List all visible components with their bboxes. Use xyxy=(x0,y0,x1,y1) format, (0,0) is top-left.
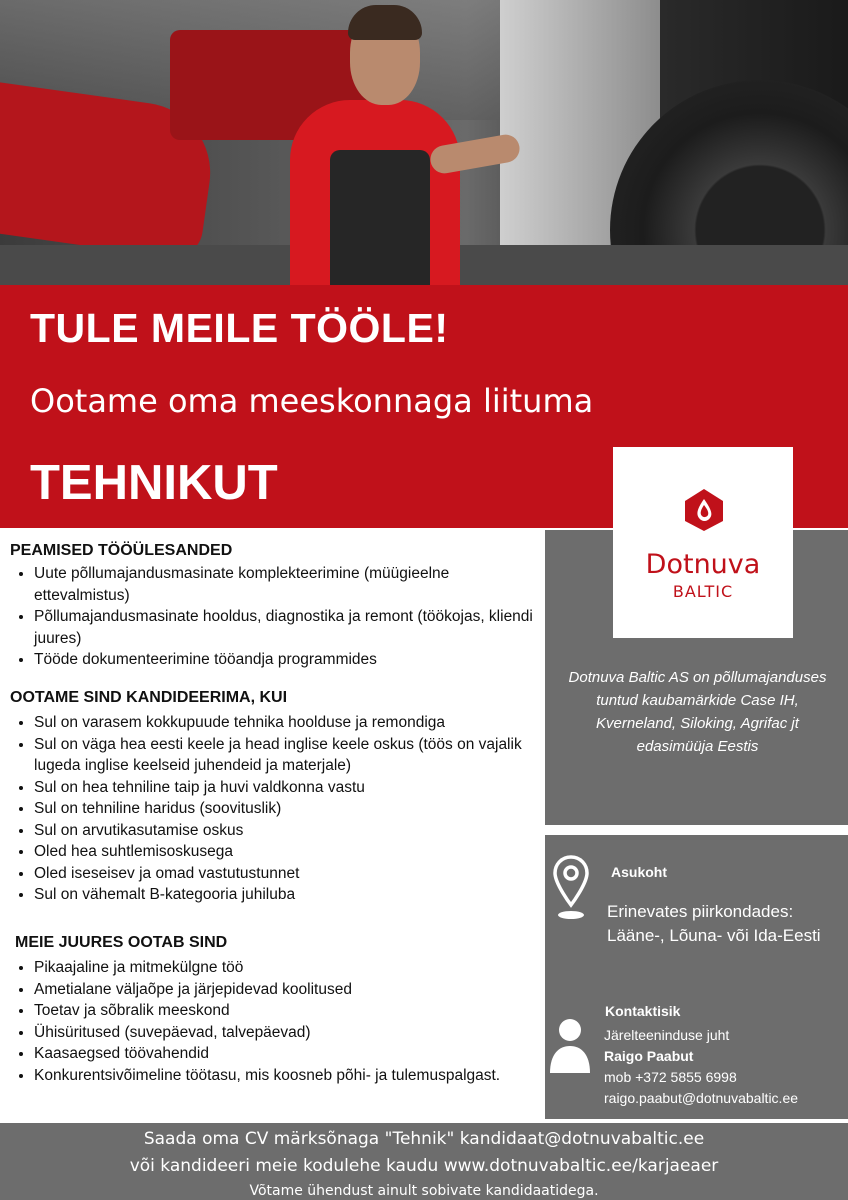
list-item: • Ühisüritused (suvepäevad, talvepäevad) xyxy=(34,1022,544,1044)
location-pin-icon xyxy=(553,855,589,921)
contact-role: Järelteeninduse juht xyxy=(604,1027,730,1043)
footer-apply-website[interactable]: või kandideeri meie kodulehe kaudu www.dotnuvabaltic.ee/karjaeaer xyxy=(129,1156,719,1176)
benefits-list xyxy=(10,957,544,1086)
list-item: • Sul on arvutikasutamise oskus xyxy=(34,820,544,842)
list-item: • Uute põllumajandusmasinate komplekteerimine (müügieelne ettevalmistus) xyxy=(34,563,544,606)
location-text: Erinevates piirkondades: Lääne-, Lõuna- või Ida-Eesti xyxy=(607,902,821,945)
list-item: • Põllumajandusmasinate hooldus, diagnostika ja remont (töökojas, kliendi juures) xyxy=(34,606,544,649)
logo-name: Dotnuva xyxy=(645,549,761,580)
footer-note: Võtame ühendust ainult sobivate kandidaatidega. xyxy=(249,1183,599,1199)
logo-subname: BALTIC xyxy=(672,582,734,601)
person-icon xyxy=(549,1018,591,1074)
list-item: • Oled iseseisev ja omad vastutustunnet xyxy=(34,863,544,885)
page-title: TULE MEILE TÖÖLE! xyxy=(30,305,449,351)
company-description: Dotnuva Baltic AS on põllumajanduses tuntud kaubamärkide Case IH, Kverneland, Siloking, Agrifac jt edasimüüja Eestis xyxy=(568,669,827,755)
footer-banner xyxy=(0,1123,848,1200)
position-title: TEHNIKUT xyxy=(30,456,278,510)
list-item: • Ametialane väljaõpe ja järjepidevad koolitused xyxy=(34,979,544,1001)
duties-list xyxy=(10,563,544,671)
list-item: • Sul on varasem kokkupuude tehnika hoolduse ja remondiga xyxy=(34,712,544,734)
location-label: Asukoht xyxy=(611,864,667,880)
footer-apply-email[interactable]: Saada oma CV märksõnaga "Tehnik" kandidaat@dotnuvabaltic.ee xyxy=(143,1129,705,1149)
contact-email[interactable]: raigo.paabut@dotnuvabaltic.ee xyxy=(604,1090,799,1106)
list-item: • Konkurentsivõimeline töötasu, mis koosneb põhi- ja tulemuspalgast. xyxy=(34,1065,544,1087)
list-item: • Sul on tehniline haridus (soovituslik) xyxy=(34,798,544,820)
contact-name: Raigo Paabut xyxy=(604,1048,694,1064)
hero-photo xyxy=(0,0,848,285)
section-title-duties: PEAMISED TÖÖÜLESANDED xyxy=(10,542,233,559)
requirements-list xyxy=(10,712,544,906)
list-item: • Toetav ja sõbralik meeskond xyxy=(34,1000,544,1022)
list-item: • Kaasaegsed töövahendid xyxy=(34,1043,544,1065)
technician-hair xyxy=(348,5,422,40)
list-item: • Sul on vähemalt B-kategooria juhiluba xyxy=(34,884,544,906)
list-item: • Sul on väga hea eesti keele ja head inglise keele oskus (töös on vajalik lugeda inglise keelseid juhendeid ja materjale) xyxy=(34,734,544,777)
contact-label: Kontaktisik xyxy=(605,1003,681,1019)
list-item: • Oled hea suhtlemisoskusega xyxy=(34,841,544,863)
page-subtitle: Ootame oma meeskonnaga liituma xyxy=(30,382,594,420)
section-title-benefits: MEIE JUURES OOTAB SIND xyxy=(15,934,228,951)
logo-drop-icon xyxy=(681,487,727,533)
list-item: • Pikaajaline ja mitmekülgne töö xyxy=(34,957,544,979)
list-item: • Tööde dokumenteerimine tööandja programmides xyxy=(34,649,544,671)
list-item: • Sul on hea tehniline taip ja huvi valdkonna vastu xyxy=(34,777,544,799)
contact-phone[interactable]: mob +372 5855 6998 xyxy=(604,1069,737,1085)
company-logo xyxy=(613,447,793,638)
section-title-requirements: OOTAME SIND KANDIDEERIMA, KUI xyxy=(10,689,288,706)
technician-apron xyxy=(330,150,430,285)
